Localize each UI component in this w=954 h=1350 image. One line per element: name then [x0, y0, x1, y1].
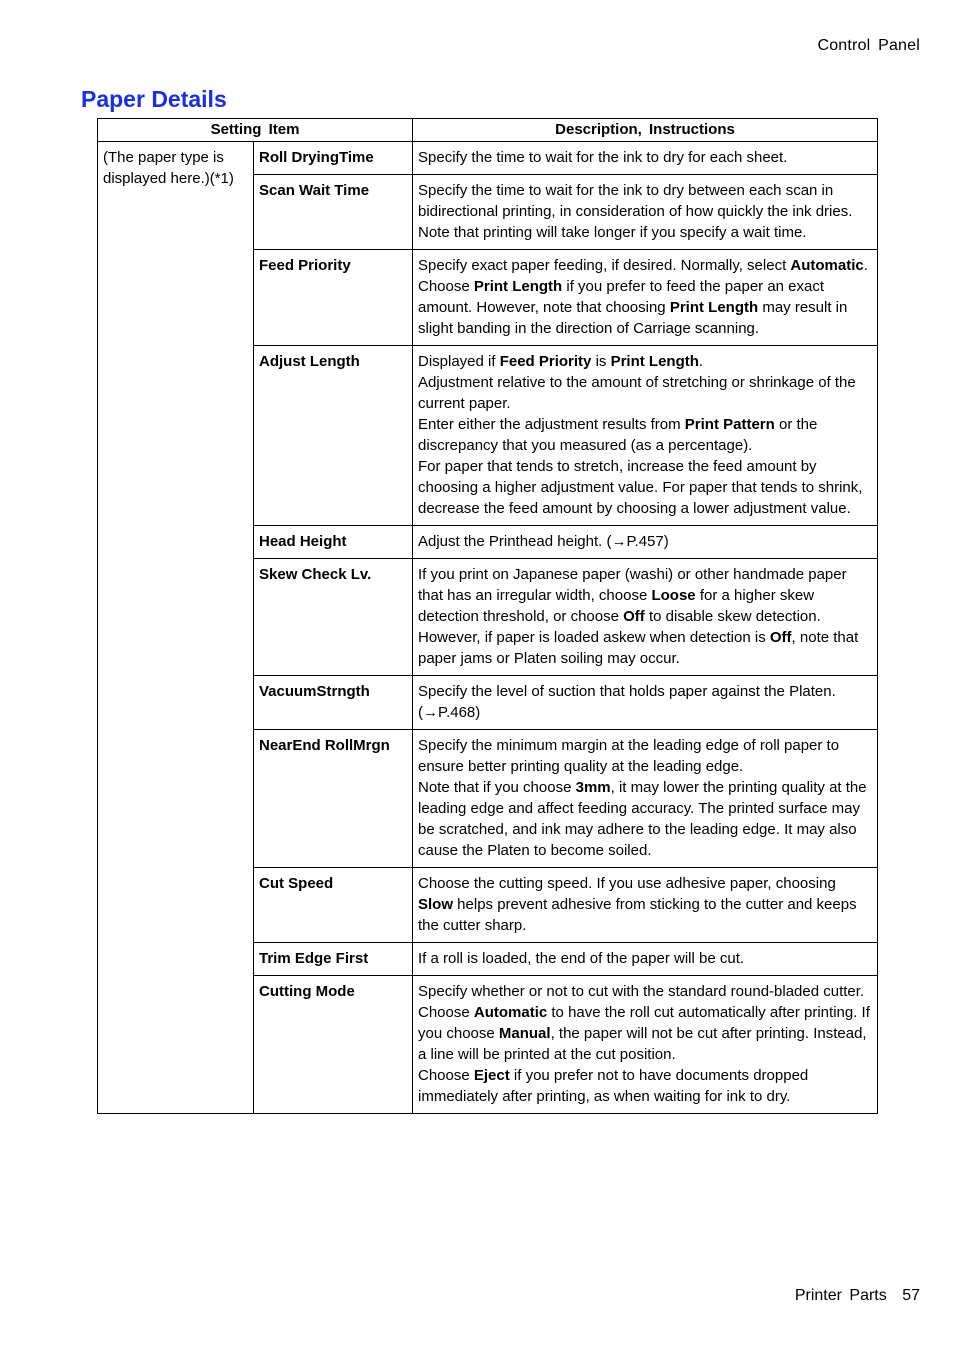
emphasized-option: Manual	[498, 1025, 551, 1042]
description-paragraph	[418, 948, 872, 969]
setting-item-description	[413, 559, 878, 676]
description-text: if you prefer not to have documents dropped immediately after printing, as when waiting for ink to dry.	[418, 1067, 809, 1105]
description-text: to have the roll cut automatically after printing. If you choose	[418, 1004, 870, 1042]
paper-type-group-cell: (The paper type is displayed here.)(*1)	[98, 142, 254, 1114]
emphasized-option: Slow	[418, 896, 454, 913]
emphasized-option: Print Length	[669, 299, 759, 316]
table-row	[98, 142, 878, 175]
column-header-description: Description, Instructions	[413, 119, 878, 142]
description-text: Specify the level of suction that holds paper against the Platen. (→P.468)	[418, 683, 836, 721]
description-text: Specify exact paper feeding, if desired. Normally, select	[418, 257, 791, 274]
description-paragraph	[418, 531, 872, 552]
description-paragraph	[418, 414, 872, 456]
description-text: helps prevent adhesive from sticking to the cutter and keeps the cutter sharp.	[418, 896, 857, 934]
description-text: if you prefer to feed the paper an exact amount. However, note that choosing	[418, 278, 825, 316]
description-text: If you print on Japanese paper (washi) or other handmade paper that has an irregular width, choose	[418, 566, 847, 604]
description-text: Adjustment relative to the amount of stretching or shrinkage of the current paper.	[418, 374, 856, 412]
description-text: Note that if you choose	[418, 779, 576, 796]
description-paragraph	[418, 147, 872, 168]
description-paragraph	[418, 351, 872, 372]
emphasized-option: Off	[769, 629, 792, 646]
setting-item-description	[413, 976, 878, 1114]
footer-section-label: Printer Parts	[794, 1287, 887, 1304]
setting-item-description	[413, 676, 878, 730]
description-text: For paper that tends to stretch, increase the feed amount by choosing a higher adjustment value. For paper that tends to shrink, decrease the feed amount by choosing a lower adjustment value.	[418, 458, 863, 517]
description-text: , note that paper jams or Platen soiling may occur.	[418, 629, 859, 667]
setting-item-description	[413, 943, 878, 976]
setting-item-name: Trim Edge First	[254, 943, 413, 976]
description-text: for a higher skew detection threshold, or choose	[418, 587, 815, 625]
setting-item-name: NearEnd RollMrgn	[254, 730, 413, 868]
page-title: Paper Details	[81, 86, 227, 112]
description-text: to disable skew detection. However, if paper is loaded askew when detection is	[418, 608, 821, 646]
description-text: Enter either the adjustment results from	[418, 416, 685, 433]
emphasized-option: Print Pattern	[684, 416, 775, 433]
description-text: .	[698, 353, 704, 370]
setting-item-name: VacuumStrngth	[254, 676, 413, 730]
setting-item-description	[413, 526, 878, 559]
setting-item-name: Scan Wait Time	[254, 175, 413, 250]
description-text: Specify whether or not to cut with the standard round-bladed cutter.	[418, 983, 865, 1000]
description-text: Specify the time to wait for the ink to dry between each scan in bidirectional printing, in consideration of how quickly the ink dries. Note that printing will take longer if you specify a wait time.	[418, 182, 853, 241]
setting-item-description	[413, 730, 878, 868]
description-paragraph	[418, 681, 872, 723]
running-header: Control Panel	[817, 37, 920, 54]
description-text: is	[591, 353, 611, 370]
description-text: , the paper will not be cut after printing. Instead, a line will be printed at the cut position.	[418, 1025, 867, 1063]
emphasized-option: Automatic	[790, 257, 864, 274]
emphasized-option: Eject	[473, 1067, 510, 1084]
emphasized-option: Off	[623, 608, 645, 625]
emphasized-option: Automatic	[473, 1004, 548, 1021]
description-paragraph	[418, 735, 872, 777]
description-text: If a roll is loaded, the end of the paper will be cut.	[418, 950, 745, 967]
setting-item-name: Head Height	[254, 526, 413, 559]
setting-item-name: Skew Check Lv.	[254, 559, 413, 676]
description-text: . Choose	[418, 257, 868, 295]
setting-item-name: Cutting Mode	[254, 976, 413, 1114]
table-header-row	[98, 119, 878, 142]
emphasized-option: Loose	[651, 587, 696, 604]
emphasized-option: Feed Priority	[499, 353, 592, 370]
description-text: Specify the minimum margin at the leading edge of roll paper to ensure better printing quality at the leading edge.	[418, 737, 840, 775]
page-number: 57	[902, 1287, 920, 1304]
description-text: , it may lower the printing quality at the leading edge and affect feeding accuracy. The printed surface may be scratched, and ink may adhere to the leading edge. It may also cause the Platen to become soiled.	[418, 779, 867, 859]
running-footer	[795, 1287, 920, 1305]
table-body	[98, 142, 878, 1114]
setting-item-description	[413, 142, 878, 175]
setting-item-name: Adjust Length	[254, 346, 413, 526]
setting-item-name: Feed Priority	[254, 250, 413, 346]
setting-item-name: Roll DryingTime	[254, 142, 413, 175]
description-paragraph	[418, 180, 872, 243]
description-text: Displayed if	[418, 353, 500, 370]
description-paragraph	[418, 1065, 872, 1107]
description-text: may result in slight banding in the direction of Carriage scanning.	[418, 299, 848, 337]
description-paragraph	[418, 456, 872, 519]
description-paragraph	[418, 1002, 872, 1065]
description-text: Choose	[418, 1067, 474, 1084]
description-text: Specify the time to wait for the ink to dry for each sheet.	[418, 149, 788, 166]
column-header-setting-item: Setting Item	[98, 119, 413, 142]
setting-item-description	[413, 868, 878, 943]
setting-item-name: Cut Speed	[254, 868, 413, 943]
description-text: Choose	[418, 1004, 474, 1021]
description-paragraph	[418, 981, 872, 1002]
description-paragraph	[418, 564, 872, 669]
setting-item-description	[413, 250, 878, 346]
description-paragraph	[418, 873, 872, 936]
description-text: or the discrepancy that you measured (as a percentage).	[418, 416, 818, 454]
description-paragraph	[418, 372, 872, 414]
setting-item-description	[413, 175, 878, 250]
emphasized-option: Print Length	[473, 278, 563, 295]
description-text: Choose the cutting speed. If you use adhesive paper, choosing	[418, 875, 836, 892]
paper-details-table	[97, 118, 878, 1114]
description-text: Adjust the Printhead height. (→P.457)	[418, 533, 669, 550]
emphasized-option: 3mm	[575, 779, 611, 796]
emphasized-option: Print Length	[610, 353, 699, 370]
setting-item-description	[413, 346, 878, 526]
description-paragraph	[418, 255, 872, 339]
description-paragraph	[418, 777, 872, 861]
